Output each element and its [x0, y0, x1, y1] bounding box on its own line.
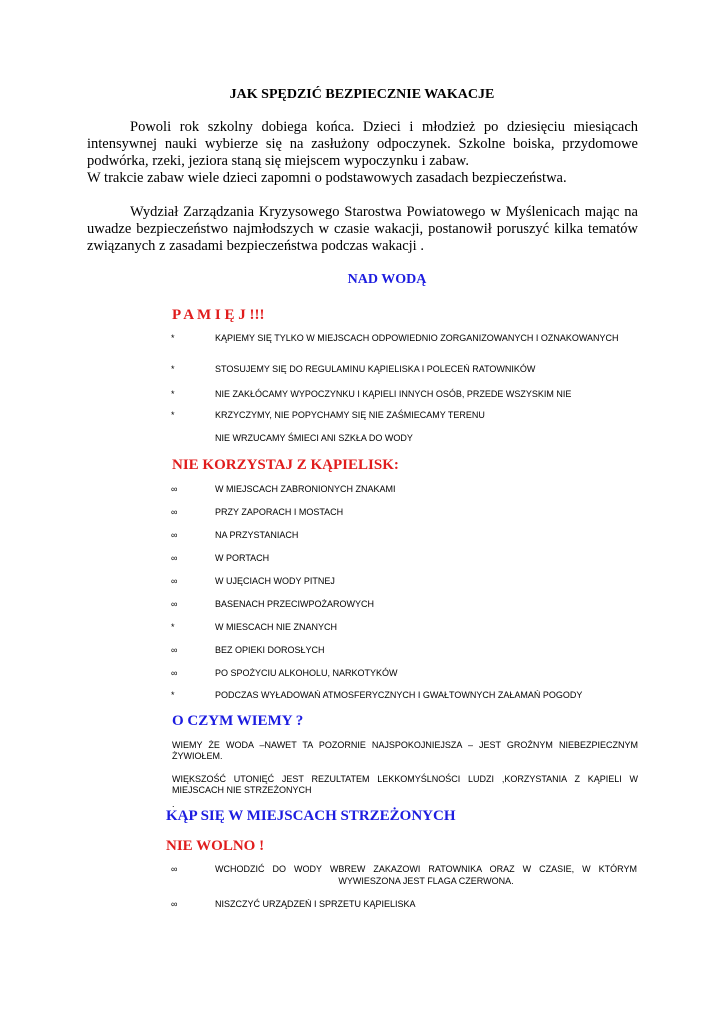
list-item-text: NIE ZAKŁÓCAMY WYPOCZYNKU I KĄPIELI INNYCH OSÓB, PRZEDE WSZYSKIM NIE — [215, 389, 572, 399]
list-item — [0, 433, 724, 444]
list-item — [0, 599, 724, 610]
list-bullet: * — [171, 364, 175, 374]
know-paragraph-2: WIĘKSZOŚĆ UTONIĘĆ JEST REZULTATEM LEKKOMYŚLNOŚCI LUDZI ,KORZYSTANIA Z KĄPIELI W MIEJSCACH NIE STRZEŻONYCH — [172, 774, 638, 795]
list-item-text: PO SPOŻYCIU ALKOHOLU, NARKOTYKÓW — [215, 668, 398, 678]
stray-dot: . — [172, 799, 175, 809]
list-item — [0, 530, 724, 541]
list-item-text: KĄPIEMY SIĘ TYLKO W MIEJSCACH ODPOWIEDNIO ZORGANIZOWANYCH I OZNAKOWANYCH — [215, 333, 619, 343]
list-bullet: * — [171, 690, 175, 700]
list-item — [0, 484, 724, 495]
remember-heading: P A M I Ę J !!! — [172, 307, 265, 323]
list-item — [0, 668, 724, 679]
know-paragraph-1: WIEMY ŻE WODA –NAWET TA POZORNIE NAJSPOKOJNIEJSZA – JEST GROŹNYM NIEBEZPIECZNYM ŻYWIOŁEM. — [172, 740, 638, 761]
list-item — [0, 507, 724, 518]
list-item-text: NISZCZYĆ URZĄDZEŃ I SPRZETU KĄPIELISKA — [215, 899, 416, 909]
list-item — [0, 364, 724, 375]
list-bullet: ∞ — [171, 645, 178, 655]
intro-paragraph-1: Powoli rok szkolny dobiega końca. Dzieci i młodzież po dziesięciu miesiącach intensywnej nauki wybierze się na zasłużony odpoczynek. Szkolne boiska, przydomowe podwórka, rzeki, jeziora staną się miejscem wypoczynku i zabaw. — [87, 119, 638, 169]
forbidden-heading: NIE WOLNO ! — [166, 838, 265, 854]
list-item-text: KRZYCZYMY, NIE POPYCHAMY SIĘ NIE ZAŚMIECAMY TERENU — [215, 410, 485, 420]
list-item-text: PODCZAS WYŁADOWAŃ ATMOSFERYCZNYCH I GWAŁTOWNYCH ZAŁAMAŃ POGODY — [215, 690, 583, 700]
list-item-text: W UJĘCIACH WODY PITNEJ — [215, 576, 335, 586]
list-bullet: ∞ — [171, 899, 178, 909]
list-bullet: ∞ — [171, 864, 178, 874]
list-item — [0, 553, 724, 564]
list-bullet: ∞ — [171, 668, 178, 678]
list-bullet: * — [171, 389, 175, 399]
intro-text — [87, 119, 638, 187]
list-item — [0, 899, 724, 910]
list-item — [0, 389, 724, 400]
list-bullet: * — [171, 410, 175, 420]
intro-paragraph-2: W trakcie zabaw wiele dzieci zapomni o podstawowych zasadach bezpieczeństwa. — [87, 170, 567, 186]
section-water-heading: NAD WODĄ — [347, 272, 427, 287]
list-item — [0, 864, 724, 888]
list-bullet: ∞ — [171, 484, 178, 494]
list-bullet: ∞ — [171, 576, 178, 586]
list-item — [0, 333, 724, 344]
list-item-text: W MIESCACH NIE ZNANYCH — [215, 622, 338, 632]
list-item-text: NA PRZYSTANIACH — [215, 530, 299, 540]
list-item-text: WCHODZIĆ DO WODY WBREW ZAKAZOWI RATOWNIKA ORAZ W CZASIE, W KTÓRYM — [215, 864, 637, 874]
list-item-text: STOSUJEMY SIĘ DO REGULAMINU KĄPIELISKA I POLECEŃ RATOWNIKÓW — [215, 364, 536, 374]
no-swim-heading: NIE KORZYSTAJ Z KĄPIELISK: — [172, 457, 399, 473]
page-title: JAK SPĘDZIĆ BEZPIECZNIE WAKACJE — [229, 87, 495, 102]
list-bullet: ∞ — [171, 507, 178, 517]
list-item-text: W PORTACH — [215, 553, 270, 563]
list-item — [0, 690, 724, 701]
list-item-text: BASENACH PRZECIWPOŻAROWYCH — [215, 599, 375, 609]
list-bullet: ∞ — [171, 530, 178, 540]
list-item — [0, 622, 724, 633]
guarded-heading: KĄP SIĘ W MIEJSCACH STRZEŻONYCH — [166, 808, 456, 824]
list-item — [0, 576, 724, 587]
list-item-text: NIE WRZUCAMY ŚMIECI ANI SZKŁA DO WODY — [215, 433, 413, 443]
list-item — [0, 645, 724, 656]
list-item-text: W MIEJSCACH ZABRONIONYCH ZNAKAMI — [215, 484, 396, 494]
list-item-text-continued: WYWIESZONA JEST FLAGA CZERWONA. — [338, 876, 514, 886]
list-item — [0, 410, 724, 421]
know-heading: O CZYM WIEMY ? — [172, 713, 304, 729]
list-bullet: ∞ — [171, 553, 178, 563]
intro-paragraph-3-block — [87, 204, 638, 255]
intro-paragraph-3: Wydział Zarządzania Kryzysowego Starostwa Powiatowego w Myślenicach mając na uwadze bezpieczeństwo najmłodszych w czasie wakacji, postanowił poruszyć kilka tematów związanych z zasadami bezpieczeństwa podczas wakacji . — [87, 204, 638, 254]
list-item-text: BEZ OPIEKI DOROSŁYCH — [215, 645, 325, 655]
list-bullet: ∞ — [171, 599, 178, 609]
list-bullet: * — [171, 622, 175, 632]
list-bullet: * — [171, 333, 175, 343]
list-item-text: PRZY ZAPORACH I MOSTACH — [215, 507, 344, 517]
